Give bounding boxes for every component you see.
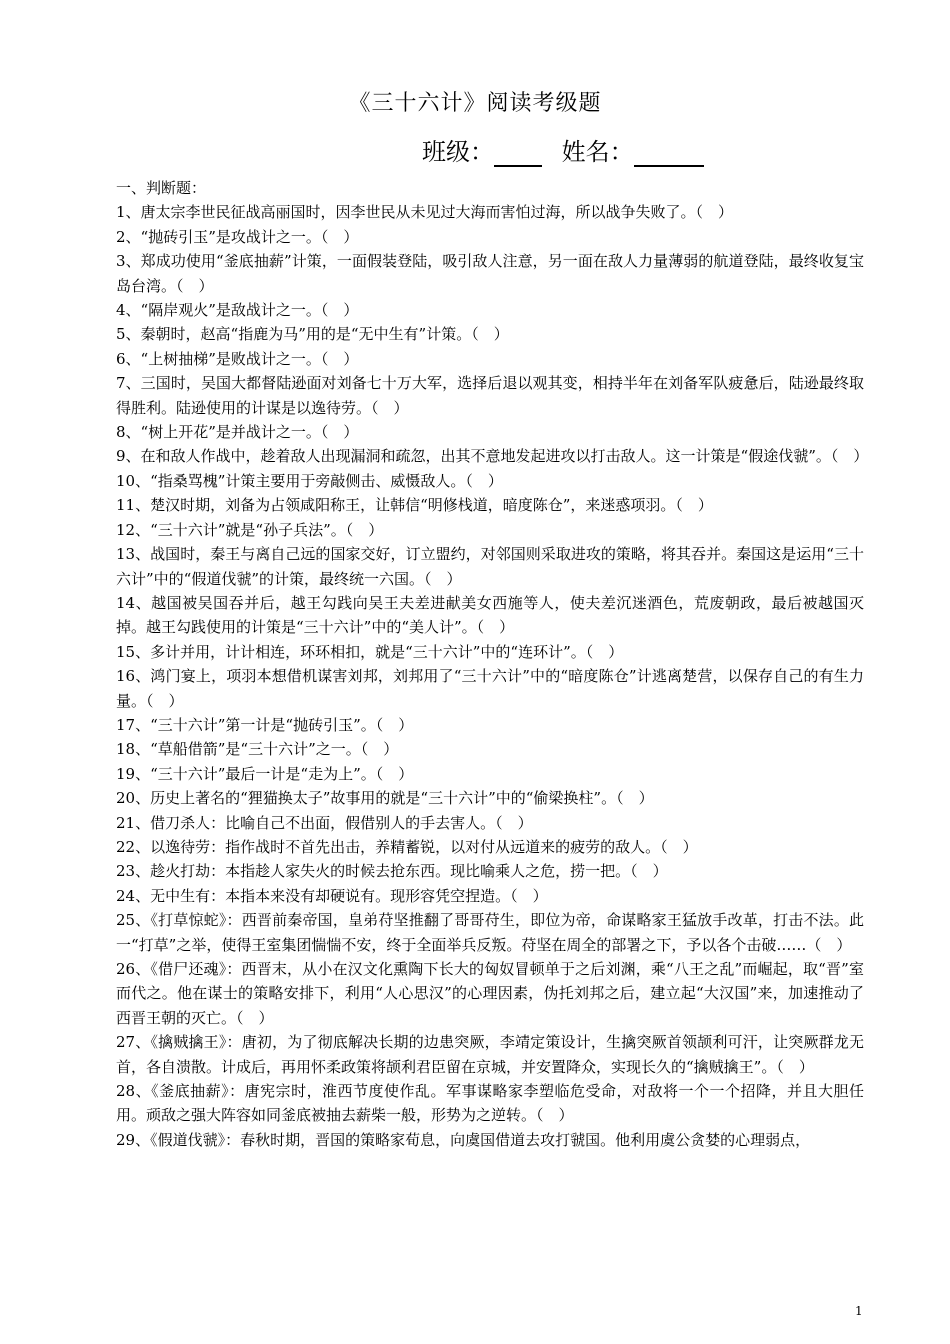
name-label: 姓名： [561,138,634,166]
question-item: 14、越国被吴国吞并后，越王勾践向吴王夫差进献美女西施等人，使夫差沉迷酒色，荒废朝政，最后被越国灭掉。越王勾践使用的计策是“三十六计”中的“美人计”。（ ） [116,593,864,637]
question-item: 20、历史上著名的“狸猫换太子”故事用的就是“三十六计”中的“偷梁换柱”。（ ） [116,789,654,808]
class-name-line [422,132,704,167]
question-item: 19、“三十六计”最后一计是“走为上”。（ ） [116,764,414,783]
question-item: 2、“抛砖引玉”是攻战计之一。（ ） [116,227,359,246]
name-blank[interactable] [634,139,704,167]
question-item: 8、“树上开花”是并战计之一。（ ） [116,423,359,442]
class-blank[interactable] [494,139,542,167]
question-item: 26、《借尸还魂》：西晋末，从小在汉文化熏陶下长大的匈奴冒顿单于之后刘渊，乘“八王之乱”而崛起，取“晋”室而代之。他在谋士的策略安排下，利用“人心思汉”的心理因素，伪托刘邦之后，建立起“大汉国”来，加速推动了西晋王朝的灭亡。（ ） [116,960,864,1027]
page-title: 《三十六计》阅读考级题 [348,91,602,116]
question-item: 16、鸿门宴上，项羽本想借机谋害刘邦，刘邦用了“三十六计”中的“暗度陈仓”计逃离楚营，以保存自己的有生力量。（ ） [116,667,864,710]
question-item: 6、“上树抽梯”是败战计之一。（ ） [116,349,359,368]
question-item: 12、“三十六计”就是“孙子兵法”。（ ） [116,520,384,539]
question-item: 24、无中生有：本指本来没有却硬说有。现形容凭空捏造。（ ） [116,886,548,905]
question-item: 29、《假道伐虢》：春秋时期，晋国的策略家荀息，向虞国借道去攻打虢国。他利用虞公贪婪的心理弱点， [116,1130,811,1149]
question-item: 13、战国时，秦王与离自己远的国家交好，订立盟约，对邻国则采取进攻的策略，将其吞并。秦国这是运用“三十六计”中的“假道伐虢”的计策，最终统一六国。（ ） [116,545,864,588]
class-label: 班级： [422,138,494,166]
question-item: 5、秦朝时，赵高“指鹿为马”用的是“无中生有”计策。（ ） [116,325,509,344]
question-item: 11、楚汉时期，刘备为占领咸阳称王，让韩信“明修栈道，暗度陈仓”，来迷惑项羽。（ ） [116,496,713,515]
question-item: 17、“三十六计”第一计是“抛砖引玉”。（ ） [116,715,414,734]
question-item: 27、《擒贼擒王》：唐初，为了彻底解决长期的边患突厥，李靖定策设计，生擒突厥首领颉利可汗，让突厥群龙无首，各自溃散。计成后，再用怀柔政策将颉利君臣留在京城，并安置降众，实现长久的“擒贼擒王”。（ ） [116,1033,864,1076]
page-number: 1 [855,1304,863,1318]
question-item: 28、《釜底抽薪》：唐宪宗时，淮西节度使作乱。军事谋略家李塑临危受命，对敌将一个一个招降，并且大胆任用。顽敌之强大阵容如同釜底被抽去薪柴一般，形势为之逆转。（ ） [116,1082,864,1125]
question-item: 23、趁火打劫：本指趁人家失火的时候去抢东西。现比喻乘人之危，捞一把。（ ） [116,862,668,881]
question-item: 25、《打草惊蛇》：西晋前秦帝国，皇弟苻坚推翻了哥哥苻生，即位为帝，命谋略家王猛放手改革，打击不法。此一“打草”之举，使得王室集团惴惴不安，终于全面举兵反叛。苻坚在周全的部署之下，予以各个击破……（ ） [116,911,864,954]
question-item: 1、唐太宗李世民征战高丽国时，因李世民从未见过大海而害怕过海，所以战争失败了。（ ） [116,203,734,222]
question-list [116,200,869,1152]
question-item: 21、借刀杀人：比喻自己不出面，假借别人的手去害人。（ ） [116,813,533,832]
question-item: 3、郑成功使用“釜底抽薪”计策，一面假装登陆，吸引敌人注意，另一面在敌人力量薄弱的航道登陆，最终收复宝岛台湾。（ ） [116,252,864,295]
section-heading: 一、判断题： [116,179,207,197]
question-item: 7、三国时，吴国大都督陆逊面对刘备七十万大军，选择后退以观其变，相持半年在刘备军队疲惫后，陆逊最终取得胜利。陆逊使用的计谋是以逸待劳。（ ） [116,374,864,417]
question-item: 10、“指桑骂槐”计策主要用于旁敲侧击、威慑敌人。（ ） [116,471,503,490]
question-body [116,176,869,1152]
question-item: 4、“隔岸观火”是敌战计之一。（ ） [116,301,359,320]
question-item: 22、以逸待劳：指作战时不首先出击，养精蓄锐，以对付从远道来的疲劳的敌人。（ ） [116,837,698,856]
question-item: 9、在和敌人作战中，趁着敌人出现漏洞和疏忽，出其不意地发起进攻以打击敌人。这一计策是“假途伐虢”。（ ） [116,447,869,466]
question-item: 18、“草船借箭”是“三十六计”之一。（ ） [116,740,399,759]
question-item: 15、多计并用，计计相连，环环相扣，就是“三十六计”中的“连环计”。（ ） [116,642,624,661]
